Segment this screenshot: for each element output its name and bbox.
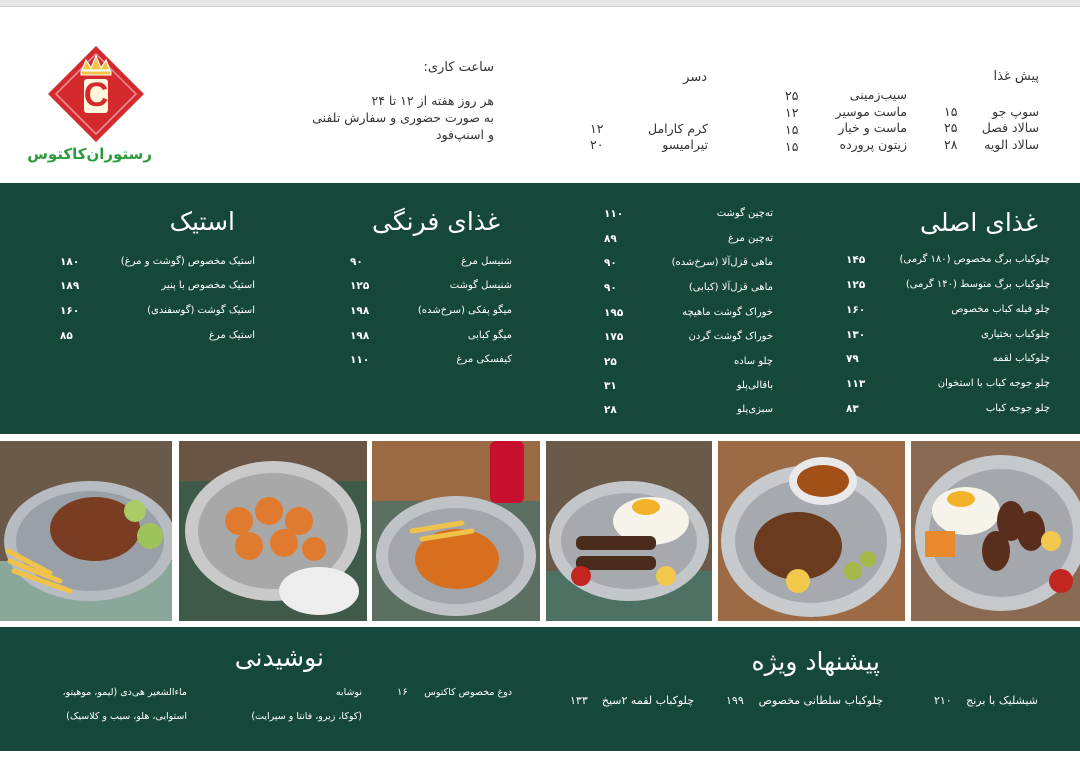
special-item-name: چلوکباب لقمه ۲سیخ — [601, 694, 694, 707]
drink-item-note: (کوکا، زیرو، فانتا و سپرایت) — [251, 711, 362, 722]
appetizer-item-name: ماست و خیار — [838, 120, 907, 135]
main-item-name: سبزی‌پلو — [736, 404, 773, 415]
western-item-price: ۹۰ — [350, 256, 363, 268]
special-item-name: چلوکباب سلطانی مخصوص — [758, 694, 883, 707]
appetizer-item-name: زیتون پرورده — [839, 137, 907, 152]
western-title: غذای فرنگی — [371, 207, 500, 236]
main-item-price: ۱۷۵ — [604, 331, 624, 343]
hours-line-2: به صورت حضوری و سفارش تلفنی — [312, 110, 494, 125]
main-menu-board — [0, 183, 1080, 434]
western-item-price: ۱۹۸ — [350, 330, 370, 342]
main-item-name: خوراک گوشت ماهیچه — [682, 307, 773, 318]
photo-chicken-kebab — [911, 441, 1080, 621]
photo-fried-chicken — [372, 441, 540, 621]
main-item-price: ۲۵ — [604, 356, 617, 368]
appetizer-item-price: ۱۵ — [944, 104, 958, 119]
hours-line-3: و اسنپ‌فود — [435, 127, 494, 142]
main-item-price: ۳۱ — [604, 380, 617, 392]
steak-item-name: استیک مخصوص (گوشت و مرغ) — [120, 256, 255, 267]
main-item-name: خوراک گوشت گردن — [688, 331, 773, 342]
special-title: پیشنهاد ویژه — [751, 647, 880, 676]
hours-title: ساعت کاری: — [423, 60, 494, 75]
steak-title: استیک — [169, 207, 235, 236]
steak-item-price: ۱۸۰ — [60, 256, 80, 268]
dessert-title: دسر — [683, 70, 707, 85]
drink-item-name: نوشابه — [335, 687, 362, 698]
steak-item-price: ۱۸۹ — [60, 280, 80, 292]
appetizer-item-name: سالاد فصل — [981, 120, 1039, 135]
main-item-price: ۹۰ — [604, 282, 617, 294]
main-item-price: ۲۸ — [604, 404, 617, 416]
hours-line-1: هر روز هفته از ۱۲ تا ۲۴ — [371, 93, 494, 108]
steak-item-name: استیک مخصوص با پنیر — [161, 280, 255, 291]
main-item-name: چلو جوجه کباب با استخوان — [937, 378, 1050, 389]
main-item-price: ۷۹ — [846, 353, 859, 365]
appetizer-item-price: ۱۵ — [785, 139, 799, 154]
appetizer-item-name: ماست موسیر — [835, 104, 907, 119]
appetizer-item-price: ۲۵ — [785, 88, 799, 103]
appetizer-item-name: سوپ جو — [992, 104, 1039, 119]
main-item-name: ماهی قزل‌آلا (کبابی) — [688, 282, 773, 293]
steak-item-name: استیک گوشت (گوسفندی) — [147, 305, 255, 316]
steak-item-name: استیک مرغ — [208, 330, 255, 341]
main-item-name: چلوکباب بختیاری — [980, 329, 1050, 340]
main-item-price: ۱۲۵ — [846, 279, 866, 291]
main-item-name: چلو ساده — [734, 356, 773, 367]
brand-name: رستوران‌کاکتوس — [27, 145, 152, 163]
dessert-item-price: ۱۲ — [590, 121, 604, 136]
main-item-name: چلو فیله کباب مخصوص — [951, 304, 1050, 315]
appetizers-title: پیش غذا — [993, 69, 1039, 84]
main-item-price: ۱۹۵ — [604, 307, 624, 319]
drink-item-name: ماءالشعیر هی‌دی (لیمو، موهیتو، — [62, 687, 187, 698]
dessert-item-name: کرم کارامل — [648, 121, 708, 136]
main-item-price: ۱۱۳ — [846, 378, 866, 390]
drinks-title: نوشیدنی — [234, 643, 324, 672]
main-item-price: ۸۹ — [604, 233, 617, 245]
main-item-price: ۱۳۰ — [846, 329, 866, 341]
main-item-name: ته‌چین گوشت — [716, 208, 773, 219]
main-item-name: ته‌چین مرغ — [728, 233, 773, 244]
photo-grilled-steak — [0, 441, 172, 621]
special-item-name: شیشلیک با برنج — [966, 694, 1038, 707]
photo-lamb-shank — [718, 441, 905, 621]
western-item-name: شنیسل گوشت — [449, 280, 512, 291]
steak-item-price: ۸۵ — [60, 330, 73, 342]
dessert-item-name: تیرامیسو — [662, 137, 708, 152]
dessert-item-price: ۲۰ — [590, 137, 604, 152]
appetizer-item-name: سالاد الویه — [984, 137, 1039, 152]
drink-item-name: دوغ مخصوص کاکتوس — [424, 687, 512, 698]
appetizer-item-name: سیب‌زمینی — [849, 87, 907, 102]
western-item-price: ۱۹۸ — [350, 305, 370, 317]
main-item-name: چلوکباب لقمه — [992, 353, 1050, 364]
main-item-price: ۸۳ — [846, 403, 859, 415]
western-item-name: میگو کبابی — [467, 330, 512, 341]
bottom-menu-board — [0, 627, 1080, 751]
logo-letter: C — [83, 76, 109, 114]
main-item-price: ۱۱۰ — [604, 208, 624, 220]
western-item-price: ۱۱۰ — [350, 354, 370, 366]
main-item-price: ۹۰ — [604, 257, 617, 269]
appetizer-item-price: ۱۲ — [785, 105, 799, 120]
main-item-price: ۱۶۰ — [846, 304, 866, 316]
main-item-name: چلو جوجه کباب — [985, 403, 1050, 414]
appetizer-item-price: ۱۵ — [785, 122, 799, 137]
appetizer-item-price: ۲۸ — [944, 137, 958, 152]
main-item-name: چلوکباب برگ مخصوص (۱۸۰ گرمی) — [899, 254, 1050, 265]
western-item-name: میگو پفکی (سرخ‌شده) — [417, 305, 512, 316]
special-item-price: ۱۹۹ — [726, 694, 744, 707]
western-item-name: شنیسل مرغ — [461, 256, 512, 267]
western-item-price: ۱۲۵ — [350, 280, 370, 292]
steak-item-price: ۱۶۰ — [60, 305, 80, 317]
appetizer-item-price: ۲۵ — [944, 120, 958, 135]
main-course-title: غذای اصلی — [920, 208, 1038, 237]
photo-kebab-rice — [546, 441, 712, 621]
western-item-name: کیفسکی مرغ — [456, 354, 512, 365]
main-item-name: ماهی قزل‌آلا (سرخ‌شده) — [671, 257, 773, 268]
main-item-name: چلوکباب برگ متوسط (۱۴۰ گرمی) — [905, 279, 1050, 290]
main-item-price: ۱۴۵ — [846, 254, 866, 266]
main-item-name: باقالی‌پلو — [736, 380, 773, 391]
photo-fried-shrimp — [179, 441, 367, 621]
top-border — [0, 0, 1080, 7]
drink-item-note: استوایی، هلو، سیب و کلاسیک) — [66, 711, 187, 722]
special-item-price: ۱۳۳ — [570, 694, 588, 707]
drink-item-price: ۱۶ — [397, 687, 408, 698]
special-item-price: ۲۱۰ — [934, 694, 952, 707]
